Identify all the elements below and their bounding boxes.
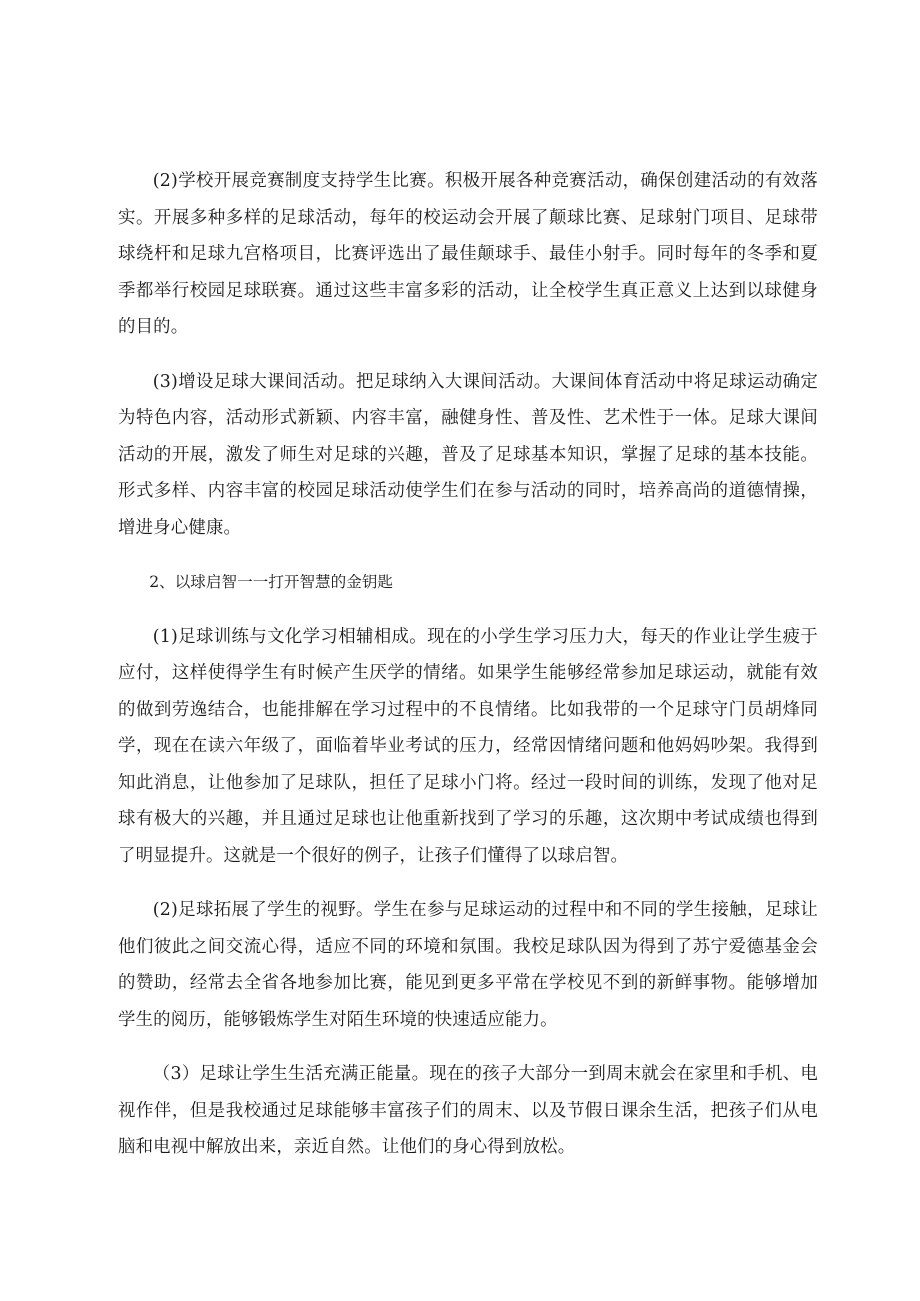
paragraph-recess-activities: (3)增设足球大课间活动。把足球纳入大课间活动。大课间体育活动中将足球运动确定为特色内容，活动形式新颖、内容丰富，融健身性、普及性、艺术性于一体。足球大课间活动的开展，激发了师生对足球的兴趣，普及了足球基本知识，掌握了足球的基本技能。形式多样、内容丰富的校园足球活动使学生们在参与活动的同时，培养高尚的道德情操，增进身心健康。 bbox=[118, 371, 818, 538]
section-heading-wisdom: 2、以球启智一一打开智慧的金钥匙 bbox=[149, 573, 394, 591]
paragraph-broaden-horizons: (2)足球拓展了学生的视野。学生在参与足球运动的过程中和不同的学生接触，足球让他们彼此之间交流心得，适应不同的环境和氛围。我校足球队因为得到了苏宁爱德基金会的赞助，经常去全省各地参加比赛，能见到更多平常在学校见不到的新鲜事物。能够增加学生的阅历，能够锻炼学生对陌生环境的快速适应能力。 bbox=[118, 900, 818, 1030]
document-body bbox=[118, 163, 818, 1184]
paragraph-competition-system: (2)学校开展竞赛制度支持学生比赛。积极开展各种竞赛活动，确保创建活动的有效落实。开展多种多样的足球活动，每年的校运动会开展了颠球比赛、足球射门项目、足球带球绕杆和足球九宫格项目，比赛评选出了最佳颠球手、最佳小射手。同时每年的冬季和夏季都举行校园足球联赛。通过这些丰富多彩的活动，让全校学生真正意义上达到以球健身的目的。 bbox=[118, 171, 818, 337]
paragraph-training-and-study: (1)足球训练与文化学习相辅相成。现在的小学生学习压力大，每天的作业让学生疲于应付，这样使得学生有时候产生厌学的情绪。如果学生能够经常参加足球运动，就能有效的做到劳逸结合，也能排解在学习过程中的不良情绪。比如我带的一个足球守门员胡烽同学，现在在读六年级了，面临着毕业考试的压力，经常因情绪问题和他妈妈吵架。我得到知此消息，让他参加了足球队，担任了足球小门将。经过一段时间的训练，发现了他对足球有极大的兴趣，并且通过足球也让他重新找到了学习的乐趣，这次期中考试成绩也得到了明显提升。这就是一个很好的例子，让孩子们懂得了以球启智。 bbox=[118, 626, 818, 866]
paragraph-positive-energy: （3）足球让学生生活充满正能量。现在的孩子大部分一到周末就会在家里和手机、电视作伴，但是我校通过足球能够丰富孩子们的周末、以及节假日课余生活，把孩子们从电脑和电视中解放出来，亲近自然。让他们的身心得到放松。 bbox=[118, 1064, 818, 1157]
